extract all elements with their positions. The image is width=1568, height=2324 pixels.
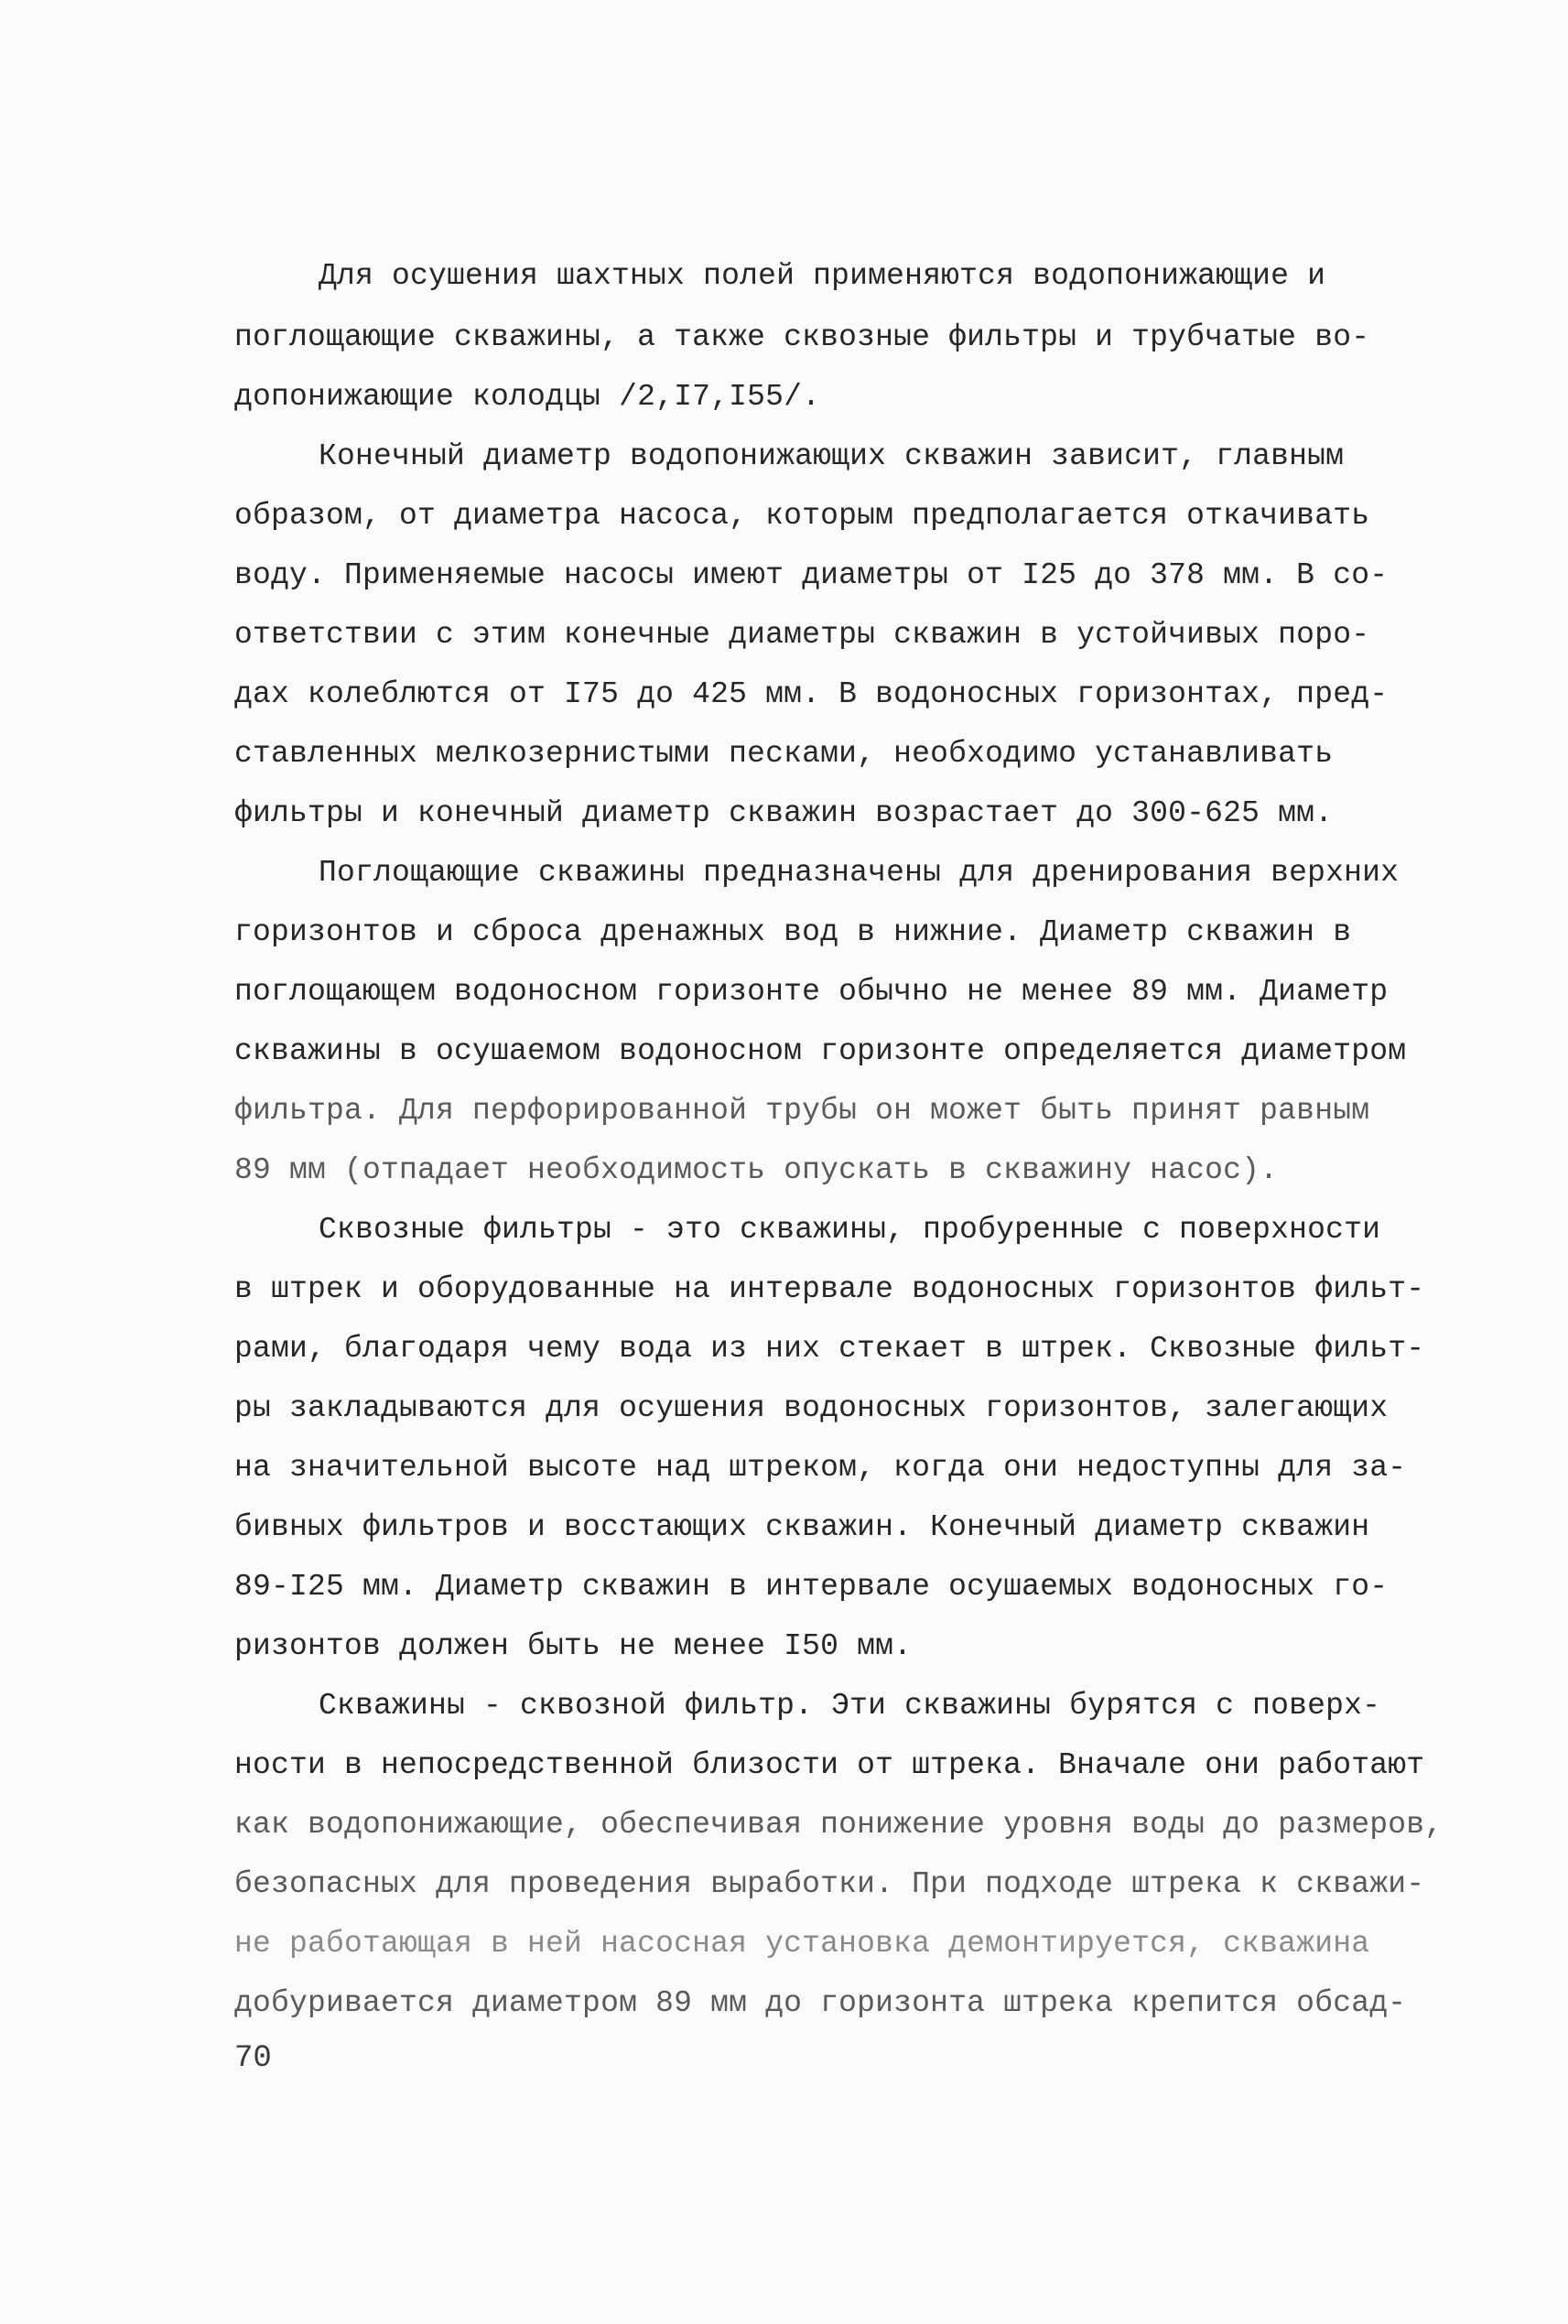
text-line: ризонтов должен быть не менее I50 мм.: [234, 1629, 913, 1663]
text-line: поглощающие скважины, а также сквозные фильтры и трубчатые во-: [234, 320, 1370, 354]
text-line: фильтра. Для перфорированной трубы он может быть принят равным: [234, 1094, 1370, 1128]
text-line: Поглощающие скважины предназначены для дренирования верхних: [319, 856, 1400, 890]
text-line: ры закладываются для осушения водоносных горизонтов, залегающих: [234, 1391, 1389, 1425]
text-line: образом, от диаметра насоса, которым предполагается откачивать: [234, 499, 1370, 533]
text-line: воду. Применяемые насосы имеют диаметры от I25 до 378 мм. В со-: [234, 558, 1389, 592]
text-line: 89-I25 мм. Диаметр скважин в интервале осушаемых водоносных го-: [234, 1570, 1389, 1604]
text-line: дах колеблются от I75 до 425 мм. В водоносных горизонтах, пред-: [234, 677, 1389, 711]
text-line: ставленных мелкозернистыми песками, необходимо устанавливать: [234, 737, 1334, 771]
text-line: фильтры и конечный диаметр скважин возрастает до 300-625 мм.: [234, 796, 1334, 830]
text-line: рами, благодаря чему вода из них стекает в штрек. Сквозные фильт-: [234, 1332, 1425, 1366]
text-line: Конечный диаметр водопонижающих скважин зависит, главным: [319, 439, 1345, 473]
text-line: горизонтов и сброса дренажных вод в нижние. Диаметр скважин в: [234, 915, 1352, 949]
text-line: бивных фильтров и восстающих скважин. Конечный диаметр скважин: [234, 1510, 1370, 1544]
text-line: не работающая в ней насосная установка демонтируется, скважина: [234, 1927, 1370, 1961]
text-line: безопасных для проведения выработки. При подходе штрека к скважи-: [234, 1867, 1425, 1901]
text-line: Для осушения шахтных полей применяются водопонижающие и: [319, 259, 1326, 293]
text-line: Скважины - сквозной фильтр. Эти скважины бурятся с поверх-: [319, 1689, 1381, 1723]
text-line: как водопонижающие, обеспечивая понижение уровня воды до размеров,: [234, 1808, 1444, 1842]
text-line: ответствии с этим конечные диаметры скважин в устойчивых поро-: [234, 618, 1370, 652]
text-line: 89 мм (отпадает необходимость опускать в скважину насос).: [234, 1153, 1279, 1187]
text-line: ности в непосредственной близости от штрека. Вначале они работают: [234, 1748, 1425, 1782]
text-line: допонижающие колодцы /2,I7,I55/.: [234, 380, 821, 414]
page-number: 70: [234, 2041, 272, 2076]
text-line: в штрек и оборудованные на интервале водоносных горизонтов фильт-: [234, 1272, 1425, 1306]
text-line: поглощающем водоносном горизонте обычно не менее 89 мм. Диаметр: [234, 975, 1389, 1009]
text-line: добуривается диаметром 89 мм до горизонта штрека крепится обсад-: [234, 1986, 1407, 2020]
text-line: на значительной высоте над штреком, когда они недоступны для за-: [234, 1451, 1407, 1485]
text-line: Сквозные фильтры - это скважины, пробуренные с поверхности: [319, 1213, 1381, 1247]
text-line: скважины в осушаемом водоносном горизонте определяется диаметром: [234, 1034, 1407, 1068]
